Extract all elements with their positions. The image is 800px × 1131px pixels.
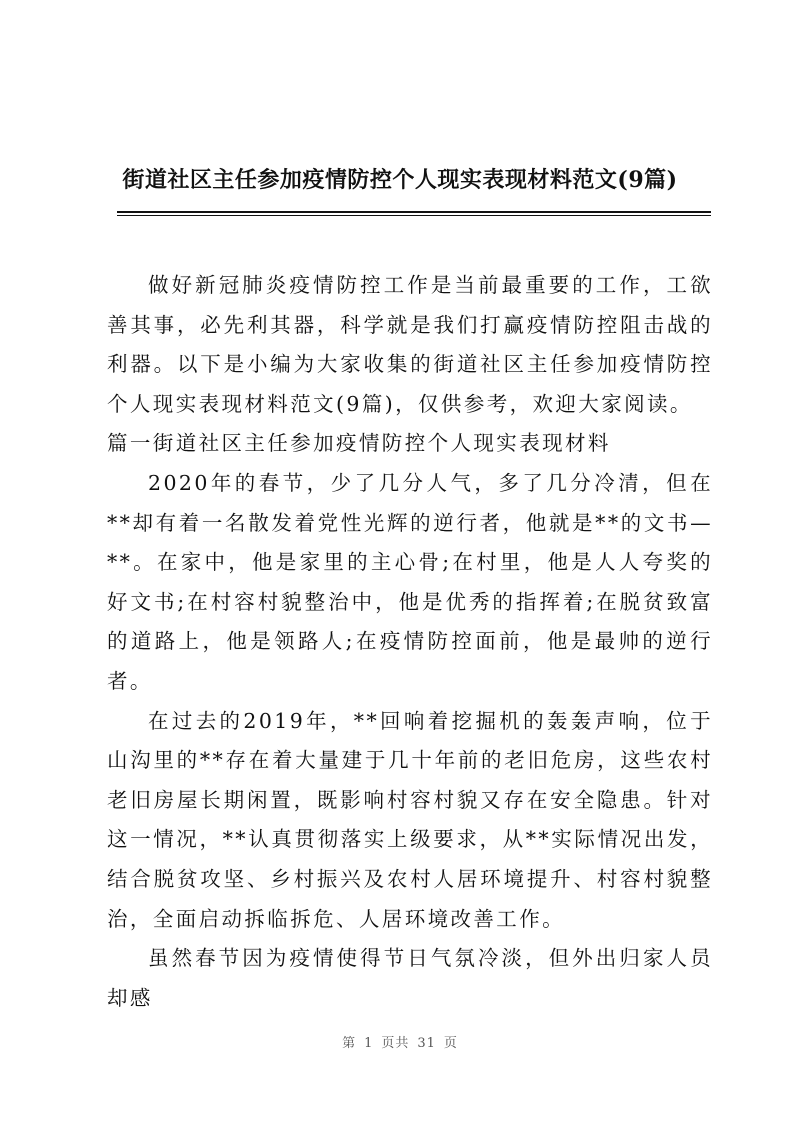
page-label-middle: 页共	[381, 1036, 410, 1051]
body-paragraph: 在过去的2019年，**回响着挖掘机的轰轰声响，位于山沟里的**存在着大量建于几十年前的老旧危房，这些农村老旧房屋长期闲置，既影响村容村貌又存在安全隐患。针对这一情况，**认真贯彻落实上级要求，从**实际情况出发，结合脱贫攻坚、乡村振兴及农村人居环境提升、村容村貌整治，全面启动拆临拆危、人居环境改善工作。	[107, 708, 713, 931]
title-rule-thin	[117, 215, 711, 216]
document-title: 街道社区主任参加疫情防控个人现实表现材料范文(9篇)	[122, 167, 678, 193]
section-heading: 篇一街道社区主任参加疫情防控个人现实表现材料	[107, 431, 611, 456]
intro-paragraph: 做好新冠肺炎疫情防控工作是当前最重要的工作，工欲善其事，必先利其器，科学就是我们打赢疫情防控阻击战的利器。以下是小编为大家收集的街道社区主任参加疫情防控个人现实表现材料范文(9篇)，仅供参考，欢迎大家阅读。	[107, 273, 713, 416]
page-number: 1	[364, 1036, 374, 1051]
page-footer	[0, 1032, 800, 1051]
title-rule-thick	[117, 211, 711, 213]
document-body	[107, 266, 713, 1018]
body-paragraph: 2020年的春节，少了几分人气，多了几分冷清，但在**却有着一名散发着党性光辉的逆行者，他就是**的文书—**。在家中，他是家里的主心骨;在村里，他是人人夸奖的好文书;在村容村貌整治中，他是优秀的指挥着;在脱贫致富的道路上，他是领路人;在疫情防控面前，他是最帅的逆行者。	[107, 470, 713, 693]
page-label-prefix: 第	[342, 1036, 357, 1051]
body-paragraph: 虽然春节因为疫情使得节日气氛冷淡，但外出归家人员却感	[107, 946, 713, 1010]
page-label-suffix: 页	[443, 1036, 458, 1051]
total-pages: 31	[417, 1036, 436, 1051]
